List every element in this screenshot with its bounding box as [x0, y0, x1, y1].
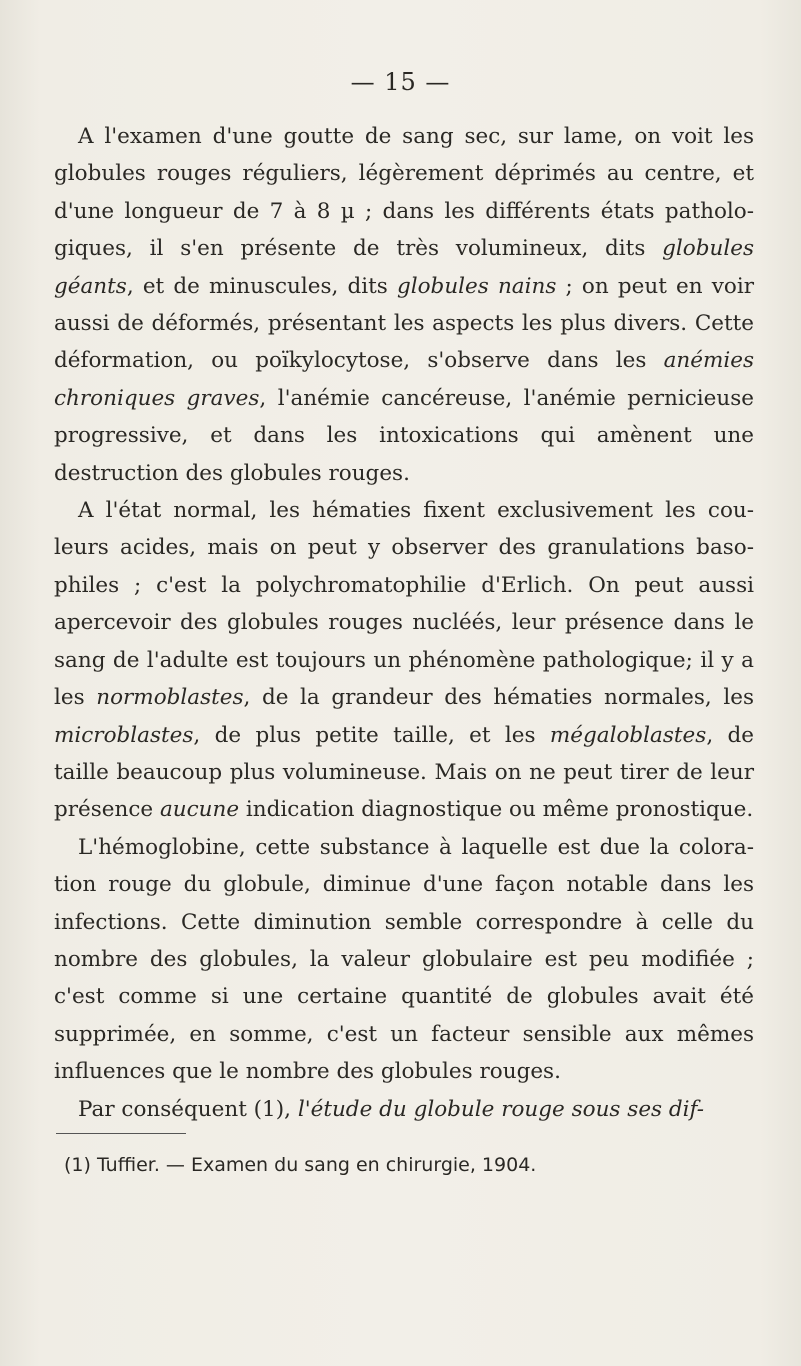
italic-term-globules-geants: globules géants: [54, 236, 754, 299]
footnote-divider: [56, 1133, 186, 1134]
text-segment: A l'examen d'une goutte de sang sec, sur lame, on voit les globules rouges réguliers, légèrement déprimés au centre, et d'une longueur de 7 à 8 µ ; dans les différents états pathologiques, il s'en présente de très volumineux, dits: [54, 124, 754, 262]
paragraph-2: [54, 492, 754, 829]
text-segment: , de taille beaucoup plus volumineuse. Mais on ne peut tirer de leur présence: [54, 722, 755, 823]
italic-term-microblastes: microblastes: [54, 722, 194, 748]
text-segment: ; on peut en voir aussi de déformés, présentant les aspects les plus divers. Cette déformation, ou poïkylocytose, s'observe dans les: [54, 273, 754, 374]
footnote: (1) Tuffier. — Examen du sang en chirurgie, 1904.: [64, 1154, 537, 1176]
italic-term-globules-nains: globules nains: [396, 273, 557, 299]
text-segment: Par conséquent (1),: [78, 1096, 298, 1122]
text-segment: A l'état normal, les hématies fixent exclusivement les couleurs acides, mais on peut y observer des granulations basophiles ; c'est la polychromatophilie d'Erlich. On peut aussi apercevoir des globules rouges nucléés, leur présence dans le sang de l'adulte est toujours un phénomène pathologique; il y a les: [54, 498, 754, 711]
italic-term-normoblastes: normoblastes: [96, 685, 244, 711]
text-segment: , l'anémie cancéreuse, l'anémie pernicieuse progressive, et dans les intoxications qui amènent une destruction des globules rouges.: [54, 385, 755, 486]
paragraph-1: [54, 118, 754, 492]
paragraph-3: [54, 829, 754, 1091]
italic-term-megaloblastes: mégaloblastes: [549, 722, 707, 748]
text-segment: , et de minuscules, dits: [126, 273, 397, 299]
italic-term-anemies-chroniques: anémies chroniques graves: [54, 348, 754, 411]
page-number: — 15 —: [350, 68, 451, 96]
paragraph-4: [54, 1091, 754, 1128]
text-segment: , de plus petite taille, et les: [193, 722, 550, 748]
text-segment: indication diagnostique ou même pronostique.: [239, 797, 754, 823]
italic-phrase-etude: l'étude du globule rouge sous ses dif-: [297, 1096, 705, 1122]
body-text: [54, 118, 754, 1128]
text-segment: L'hémoglobine, cette substance à laquelle est due la coloration rouge du globule, diminue d'une façon notable dans les infections. Cette diminution semble correspondre à celle du nombre des globules, la valeur globulaire est peu modifiée ; c'est comme si une certaine quantité de globules avait été supprimée, en somme, c'est un facteur sensible aux mêmes influences que le nombre des globules rouges.: [54, 834, 754, 1085]
text-segment: , de la grandeur des hématies normales, les: [243, 685, 754, 711]
italic-term-aucune: aucune: [159, 797, 240, 823]
